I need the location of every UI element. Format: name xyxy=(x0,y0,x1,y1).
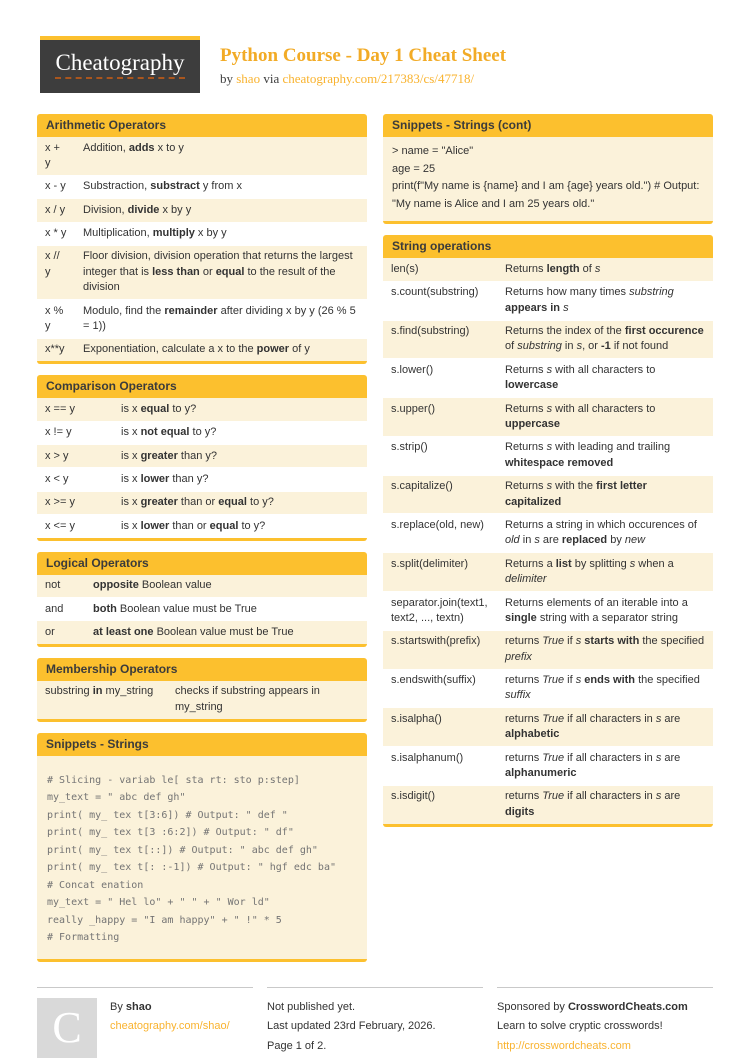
operator-cell: and xyxy=(45,602,64,615)
table-row xyxy=(37,514,367,537)
operator-cell: x + y xyxy=(45,141,60,169)
description-cell: is x lower than or equal to y? xyxy=(121,519,266,532)
cheatography-logo[interactable] xyxy=(40,36,200,93)
right-column xyxy=(383,114,713,838)
author-link[interactable]: shao xyxy=(236,70,261,86)
code-line: my_text = " Hel lo" + " " + " Wor ld" xyxy=(47,897,270,909)
table-row xyxy=(37,198,367,221)
table-row xyxy=(37,597,367,620)
avatar[interactable]: C xyxy=(37,998,97,1058)
code-line: print( my_ tex t[3:6]) # Output: " def " xyxy=(47,809,288,821)
byline xyxy=(220,71,506,87)
table-row xyxy=(383,358,713,397)
operator-cell: not xyxy=(45,579,61,592)
operator-cell: s.capitalize() xyxy=(391,480,453,493)
table-row xyxy=(383,669,713,708)
description-cell: Returns s with all characters to uppercase xyxy=(505,402,656,430)
text-line: age = 25 xyxy=(392,162,436,175)
description-cell: Division, divide x by y xyxy=(83,203,192,216)
description-cell: returns True if s ends with the specified suffix xyxy=(505,674,700,702)
operator-cell: x < y xyxy=(45,472,69,485)
table-row xyxy=(37,620,367,643)
section-title: Membership Operators xyxy=(37,658,367,681)
table-row xyxy=(37,398,367,420)
operator-cell: x // y xyxy=(45,250,60,278)
section-card xyxy=(37,733,367,962)
sponsor-line: Sponsored by CrosswordCheats.com xyxy=(497,1000,688,1013)
sponsor-name: CrosswordCheats.com xyxy=(567,1000,688,1013)
section-card xyxy=(37,658,367,722)
section-title: Comparison Operators xyxy=(37,375,367,398)
sheet-body xyxy=(0,93,750,973)
description-cell: at least one Boolean value must be True xyxy=(93,625,294,638)
description-cell: returns True if all characters in s are digits xyxy=(505,790,681,818)
description-cell: returns True if s starts with the specified prefix xyxy=(505,635,705,663)
left-column xyxy=(37,114,367,973)
table-row xyxy=(383,630,713,669)
operator-cell: s.lower() xyxy=(391,363,434,376)
description-cell: Returns a list by splitting s when a delimiter xyxy=(505,557,674,586)
operator-cell: substring in my_string xyxy=(45,685,154,698)
operator-cell: len(s) xyxy=(391,262,419,275)
section-title: String operations xyxy=(383,235,713,258)
section-bottom-bar xyxy=(383,221,713,224)
description-cell: Addition, adds x to y xyxy=(83,141,184,154)
operator-cell: separator.join(text1, text2, ..., textn) xyxy=(391,596,488,624)
footer-sponsor-column xyxy=(497,987,713,1058)
page-header xyxy=(0,0,750,93)
footer-author-name: shao xyxy=(125,1000,152,1013)
description-cell: Substraction, substract y from x xyxy=(83,180,242,193)
operator-cell: x % y xyxy=(45,304,64,333)
operator-cell: s.startswith(prefix) xyxy=(391,635,481,648)
byline-via: via xyxy=(260,70,283,86)
section-card xyxy=(383,235,713,826)
footer-author-column xyxy=(37,987,253,1058)
operator-cell: s.isdigit() xyxy=(391,790,436,803)
description-cell: Returns how many times substring appears in s xyxy=(505,286,674,314)
description-cell: Returns the index of the first occurence of substring in s, or -1 if not found xyxy=(505,325,704,353)
description-cell: opposite Boolean value xyxy=(93,579,212,592)
operator-cell: s.count(substring) xyxy=(391,286,479,299)
header-text xyxy=(220,36,506,93)
operator-cell: s.isalpha() xyxy=(391,712,442,725)
text-line: print(f"My name is {name} and I am {age} years old.") # Output: "My name is Alice and I am 25 years old." xyxy=(392,180,700,210)
table-row xyxy=(383,258,713,280)
table-row xyxy=(37,467,367,490)
table-row xyxy=(383,436,713,475)
code-line: # Concat enation xyxy=(47,879,144,891)
table-row xyxy=(37,137,367,175)
operator-cell: x != y xyxy=(45,426,72,439)
section-bottom-bar xyxy=(37,959,367,962)
operator-cell: s.split(delimiter) xyxy=(391,557,469,570)
table-row xyxy=(37,245,367,299)
text-line: > name = "Alice" xyxy=(392,145,474,157)
footer-by-line: By shao xyxy=(110,1000,152,1013)
description-cell: both Boolean value must be True xyxy=(93,602,257,615)
description-cell: returns True if all characters in s are alphanumeric xyxy=(505,751,681,780)
section-bottom-bar xyxy=(383,824,713,827)
last-updated: Last updated 23rd February, 2026. xyxy=(267,1020,436,1033)
table-row xyxy=(37,338,367,361)
description-cell: Exponentiation, calculate a x to the power of y xyxy=(83,343,310,356)
operator-cell: x * y xyxy=(45,227,67,240)
description-cell: is x not equal to y? xyxy=(121,426,217,439)
table-row xyxy=(37,421,367,444)
section-card xyxy=(37,552,367,647)
table-row xyxy=(383,475,713,514)
code-line: really _happy = "I am happy" + " !" * 5 xyxy=(47,914,282,926)
description-cell: Modulo, find the remainder after dividing x by y (26 % 5 = 1)) xyxy=(83,304,356,333)
table-row xyxy=(37,175,367,198)
code-line: # Formatting xyxy=(47,932,120,944)
description-cell: Returns s with all characters to lowercase xyxy=(505,363,656,392)
section-title: Snippets - Strings (cont) xyxy=(383,114,713,137)
operator-cell: x / y xyxy=(45,203,66,216)
section-card xyxy=(37,114,367,364)
section-title: Logical Operators xyxy=(37,552,367,575)
code-line: # Slicing - variab le[ sta rt: sto p:step] xyxy=(47,774,300,786)
section-title: Snippets - Strings xyxy=(37,733,367,756)
byline-prefix: by xyxy=(220,70,237,86)
text-block xyxy=(383,137,713,221)
table-row xyxy=(383,281,713,320)
table-row xyxy=(383,746,713,785)
publish-status: Not published yet. xyxy=(267,1000,356,1013)
description-cell: returns True if all characters in s are alphabetic xyxy=(505,712,681,741)
section-bottom-bar xyxy=(37,361,367,364)
operator-cell: x - y xyxy=(45,180,66,193)
operator-cell: x >= y xyxy=(45,496,75,509)
table-row xyxy=(37,575,367,597)
code-line: print( my_ tex t[3 :6:2]) # Output: " df" xyxy=(47,827,294,839)
table-row xyxy=(37,222,367,245)
table-row xyxy=(37,299,367,338)
operator-cell: s.upper() xyxy=(391,402,436,415)
description-cell: is x greater than y? xyxy=(121,449,217,462)
table-row xyxy=(383,513,713,552)
description-cell: Floor division, division operation that returns the largest integer that is less than or equal to the result of the division xyxy=(83,250,353,294)
code-line: print( my_ tex t[::]) # Output: " abc def gh" xyxy=(47,844,318,856)
operator-cell: x > y xyxy=(45,449,69,462)
operator-cell: s.isalphanum() xyxy=(391,751,464,764)
table-row xyxy=(383,785,713,824)
section-bottom-bar xyxy=(37,719,367,722)
operator-cell: x**y xyxy=(45,343,65,356)
description-cell: Returns s with leading and trailing whitespace removed xyxy=(505,441,671,469)
section-title: Arithmetic Operators xyxy=(37,114,367,137)
code-block xyxy=(37,756,367,959)
sponsor-link[interactable]: http://crosswordcheats.com xyxy=(497,1040,631,1053)
table-row xyxy=(383,591,713,630)
description-cell: is x lower than y? xyxy=(121,472,209,485)
table-row xyxy=(37,444,367,467)
page-title: Python Course - Day 1 Cheat Sheet xyxy=(220,45,507,66)
table-row xyxy=(37,681,367,719)
table-row xyxy=(37,491,367,514)
section-bottom-bar xyxy=(37,644,367,647)
table-row xyxy=(383,552,713,591)
operator-cell: s.find(substring) xyxy=(391,325,470,338)
table-row xyxy=(383,320,713,359)
description-cell: checks if substring appears in my_string xyxy=(175,685,320,713)
description-cell: Returns elements of an iterable into a single string with a separator string xyxy=(505,596,688,624)
footer-status-column xyxy=(267,987,483,1058)
operator-cell: s.endswith(suffix) xyxy=(391,674,476,687)
page-footer xyxy=(0,973,750,1058)
operator-cell: x <= y xyxy=(45,519,75,532)
description-cell: Returns length of s xyxy=(505,262,601,275)
operator-cell: s.strip() xyxy=(391,441,428,454)
page-number: Page 1 of 2. xyxy=(267,1040,327,1053)
code-line: print( my_ tex t[: :-1]) # Output: " hgf edc ba" xyxy=(47,862,336,874)
operator-cell: s.replace(old, new) xyxy=(391,518,484,531)
table-row xyxy=(383,397,713,436)
sheet-link[interactable]: cheatography.com/217383/cs/47718/ xyxy=(282,70,475,86)
profile-link[interactable]: cheatography.com/shao/ xyxy=(110,1020,230,1033)
description-cell: is x greater than or equal to y? xyxy=(121,496,274,509)
code-line: my_text = " abc def gh" xyxy=(47,792,186,804)
description-cell: Multiplication, multiply x by y xyxy=(83,227,227,240)
section-card xyxy=(37,375,367,540)
table-row xyxy=(383,707,713,746)
section-bottom-bar xyxy=(37,538,367,541)
sponsor-tagline: Learn to solve cryptic crosswords! xyxy=(497,1020,663,1033)
section-card xyxy=(383,114,713,224)
logo-wordmark: Cheatography xyxy=(55,50,184,78)
description-cell: is x equal to y? xyxy=(121,402,197,415)
operator-cell: or xyxy=(45,625,55,638)
description-cell: Returns a string in which occurences of old in s are replaced by new xyxy=(505,518,697,547)
operator-cell: x == y xyxy=(45,402,75,415)
description-cell: Returns s with the first letter capitalized xyxy=(505,480,647,508)
